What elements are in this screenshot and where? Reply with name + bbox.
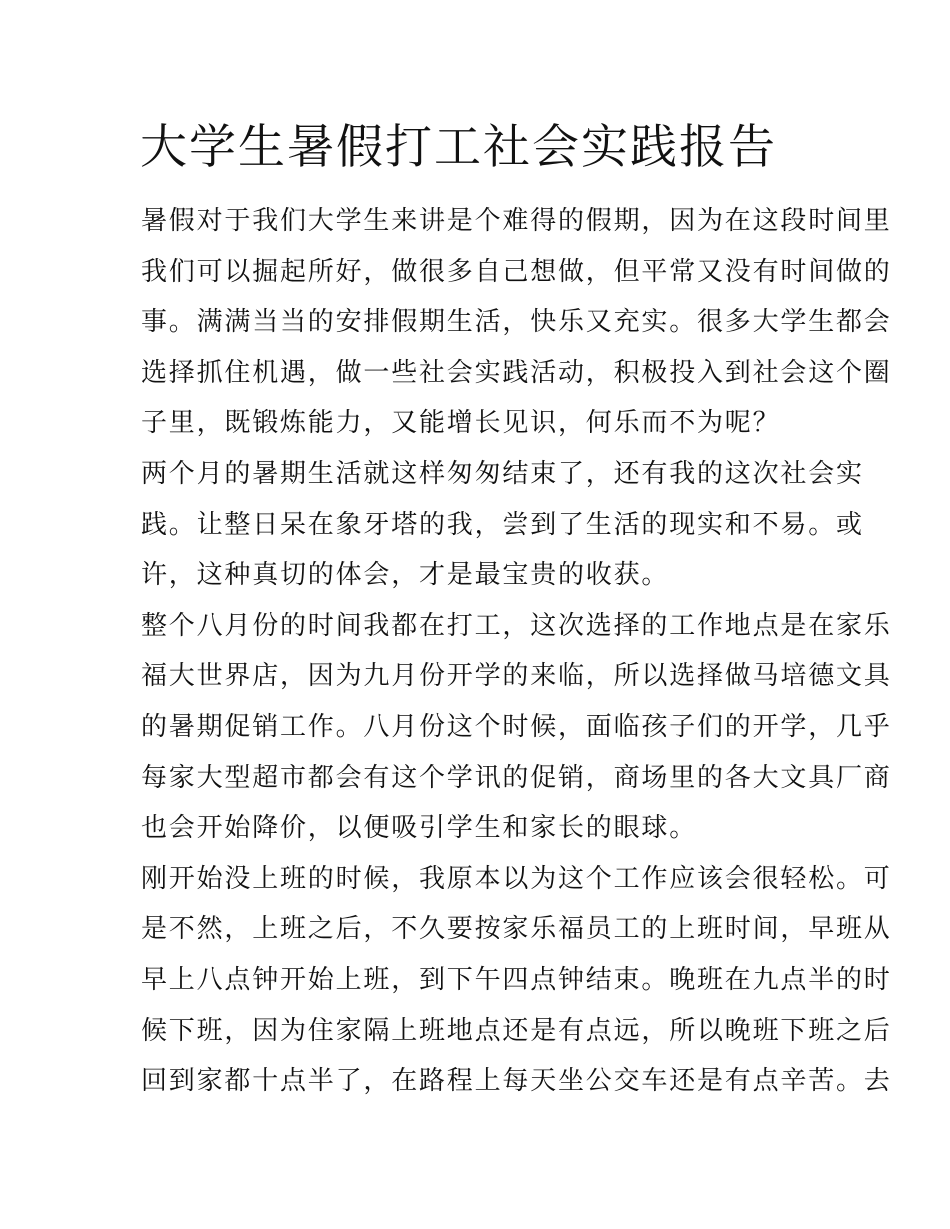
text-line: 是不然，上班之后，不久要按家乐福员工的上班时间，早班从 [141, 914, 892, 945]
text-line: 的暑期促销工作。八月份这个时候，面临孩子们的开学，几乎 [141, 711, 892, 742]
document-body [141, 196, 892, 1107]
text-line: 候下班，因为住家隔上班地点还是有点远，所以晚班下班之后 [141, 1015, 892, 1046]
text-line: 刚开始没上班的时候，我原本以为这个工作应该会很轻松。可 [141, 863, 892, 894]
text-line: 早上八点钟开始上班，到下午四点钟结束。晚班在九点半的时 [141, 964, 892, 995]
text-line: 每家大型超市都会有这个学讯的促销，商场里的各大文具厂商 [141, 762, 892, 793]
text-line: 两个月的暑期生活就这样匆匆结束了，还有我的这次社会实 [141, 458, 864, 489]
text-line: 也会开始降价，以便吸引学生和家长的眼球。 [141, 813, 698, 844]
text-line: 事。满满当当的安排假期生活，快乐又充实。很多大学生都会 [141, 307, 892, 338]
text-line: 子里，既锻炼能力，又能增长见识，何乐而不为呢？ [141, 408, 781, 439]
text-line: 许，这种真切的体会，才是最宝贵的收获。 [141, 560, 670, 591]
text-line: 践。让整日呆在象牙塔的我，尝到了生活的现实和不易。或 [141, 509, 864, 540]
document-title: 大学生暑假打工社会实践报告 [140, 120, 777, 175]
text-line: 回到家都十点半了，在路程上每天坐公交车还是有点辛苦。去 [141, 1066, 892, 1097]
text-line: 整个八月份的时间我都在打工，这次选择的工作地点是在家乐 [141, 610, 892, 641]
text-line: 福大世界店，因为九月份开学的来临，所以选择做马培德文具 [141, 661, 892, 692]
text-line: 选择抓住机遇，做一些社会实践活动，积极投入到社会这个圈 [141, 357, 892, 388]
text-line: 暑假对于我们大学生来讲是个难得的假期，因为在这段时间里 [141, 206, 892, 236]
text-line: 我们可以掘起所好，做很多自己想做，但平常又没有时间做的 [141, 256, 892, 287]
